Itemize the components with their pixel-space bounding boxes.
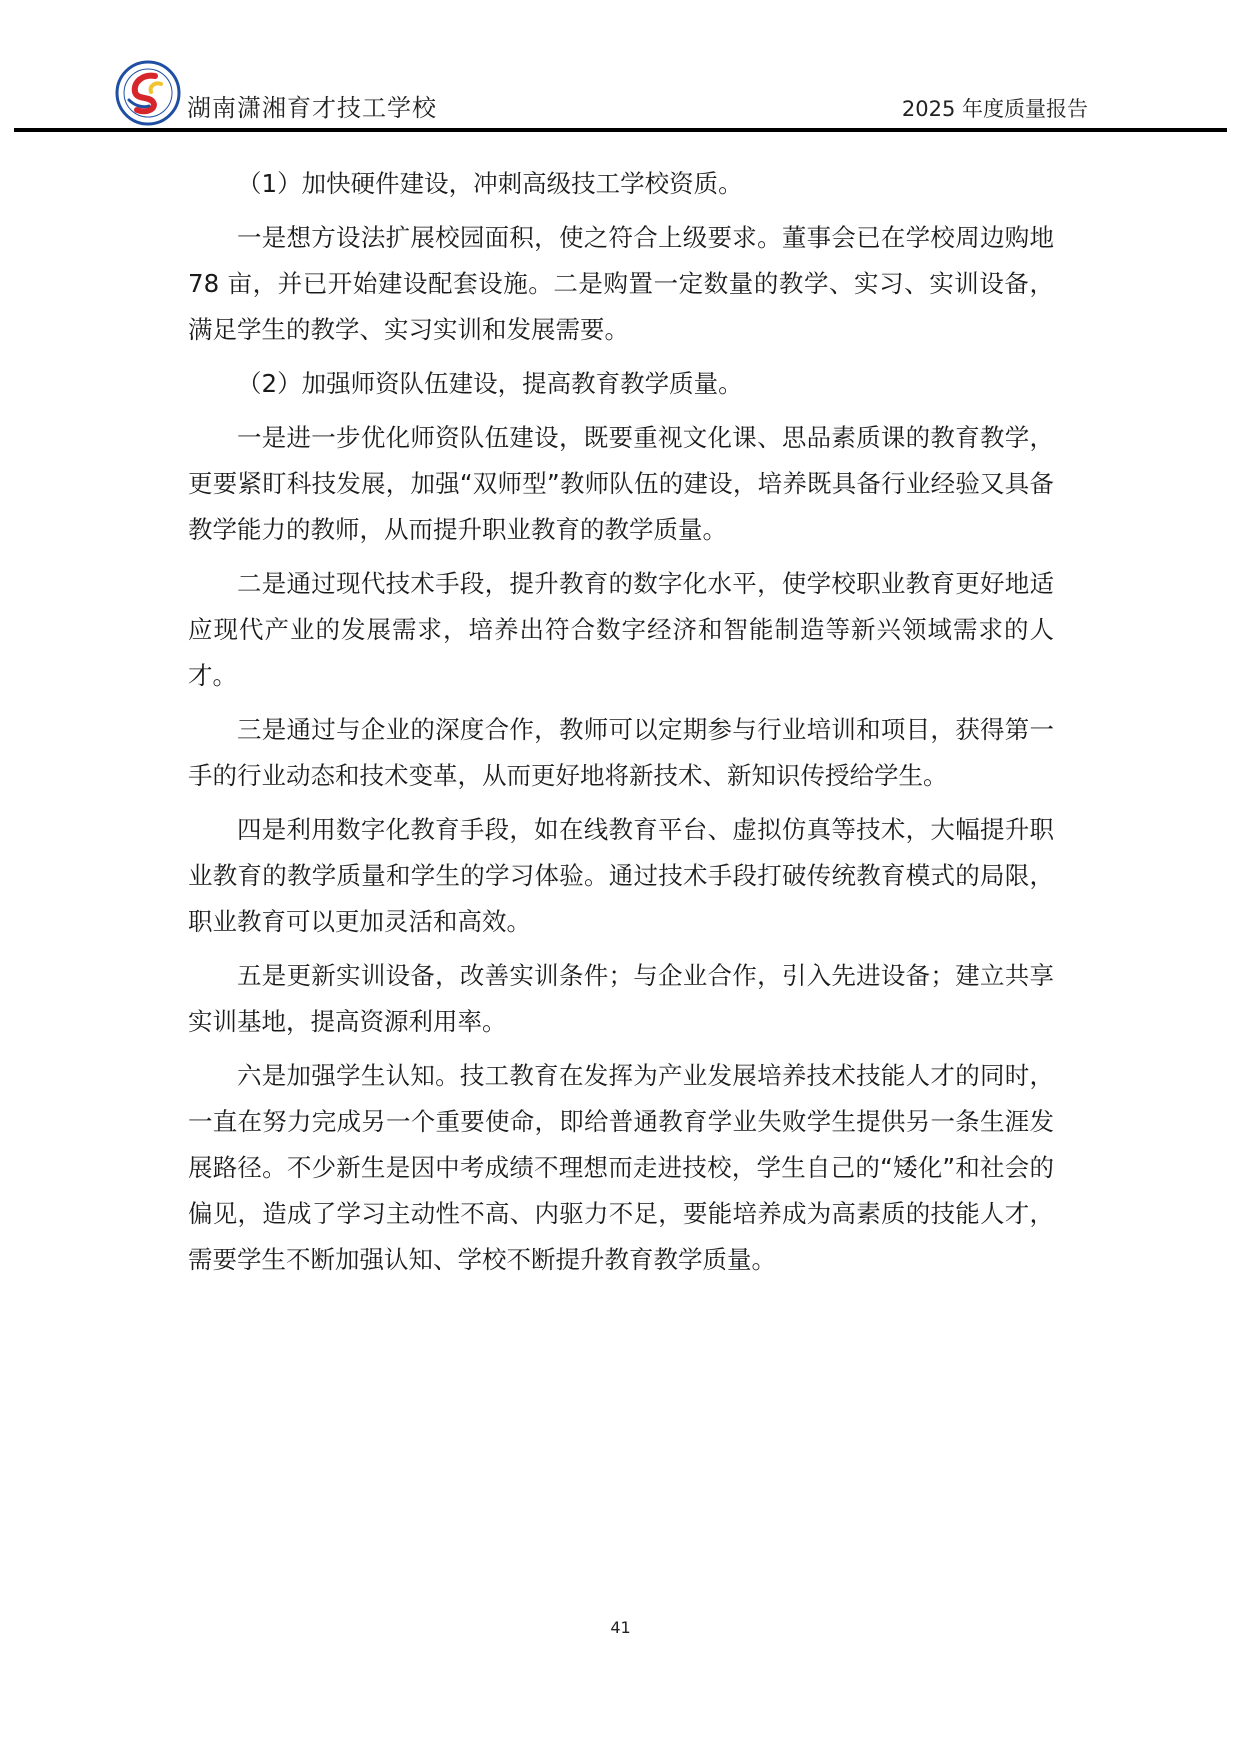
heading-teaching-staff: （2）加强师资队伍建设，提高教育教学质量。 (237, 369, 743, 398)
page-number: 41 (610, 1618, 631, 1637)
paragraph-point-two: 二是通过现代技术手段，提升教育的数字化水平，使学校职业教育更好地适应现代产业的发展需求，培养出符合数字经济和智能制造等新兴领域需求的人才。 (188, 569, 1054, 690)
school-name: 湖南潇湘育才技工学校 (187, 94, 437, 122)
page-header (0, 0, 1241, 140)
paragraph-point-one: 一是进一步优化师资队伍建设，既要重视文化课、思品素质课的教育教学，更要紧盯科技发展，加强“双师型”教师队伍的建设，培养既具备行业经验又具备教学能力的教师，从而提升职业教育的教学质量。 (188, 423, 1054, 544)
report-title: 2025 年度质量报告 (901, 97, 1088, 121)
paragraph-point-six: 六是加强学生认知。技工教育在发挥为产业发展培养技术技能人才的同时，一直在努力完成另一个重要使命，即给普通教育学业失败学生提供另一条生涯发展路径。不少新生是因中考成绩不理想而走进技校，学生自己的“矮化”和社会的偏见，造成了学习主动性不高、内驱力不足，要能培养成为高素质的技能人才，需要学生不断加强认知、学校不断提升教育教学质量。 (188, 1061, 1054, 1274)
paragraph-point-three: 三是通过与企业的深度合作，教师可以定期参与行业培训和项目，获得第一手的行业动态和技术变革，从而更好地将新技术、新知识传授给学生。 (188, 715, 1054, 790)
document-body (188, 161, 1054, 1291)
header-divider (14, 128, 1227, 132)
paragraph-campus-expansion: 一是想方设法扩展校园面积，使之符合上级要求。董事会已在学校周边购地 78 亩，并已开始建设配套设施。二是购置一定数量的教学、实习、实训设备，满足学生的教学、实习实训和发展需要。 (188, 223, 1054, 344)
paragraph-point-five: 五是更新实训设备，改善实训条件；与企业合作，引入先进设备；建立共享实训基地，提高资源利用率。 (188, 961, 1054, 1036)
paragraph-point-four: 四是利用数字化教育手段，如在线教育平台、虚拟仿真等技术，大幅提升职业教育的教学质量和学生的学习体验。通过技术手段打破传统教育模式的局限，职业教育可以更加灵活和高效。 (188, 815, 1054, 936)
heading-hardware: （1）加快硬件建设，冲刺高级技工学校资质。 (237, 169, 743, 198)
school-emblem-icon (115, 60, 181, 126)
